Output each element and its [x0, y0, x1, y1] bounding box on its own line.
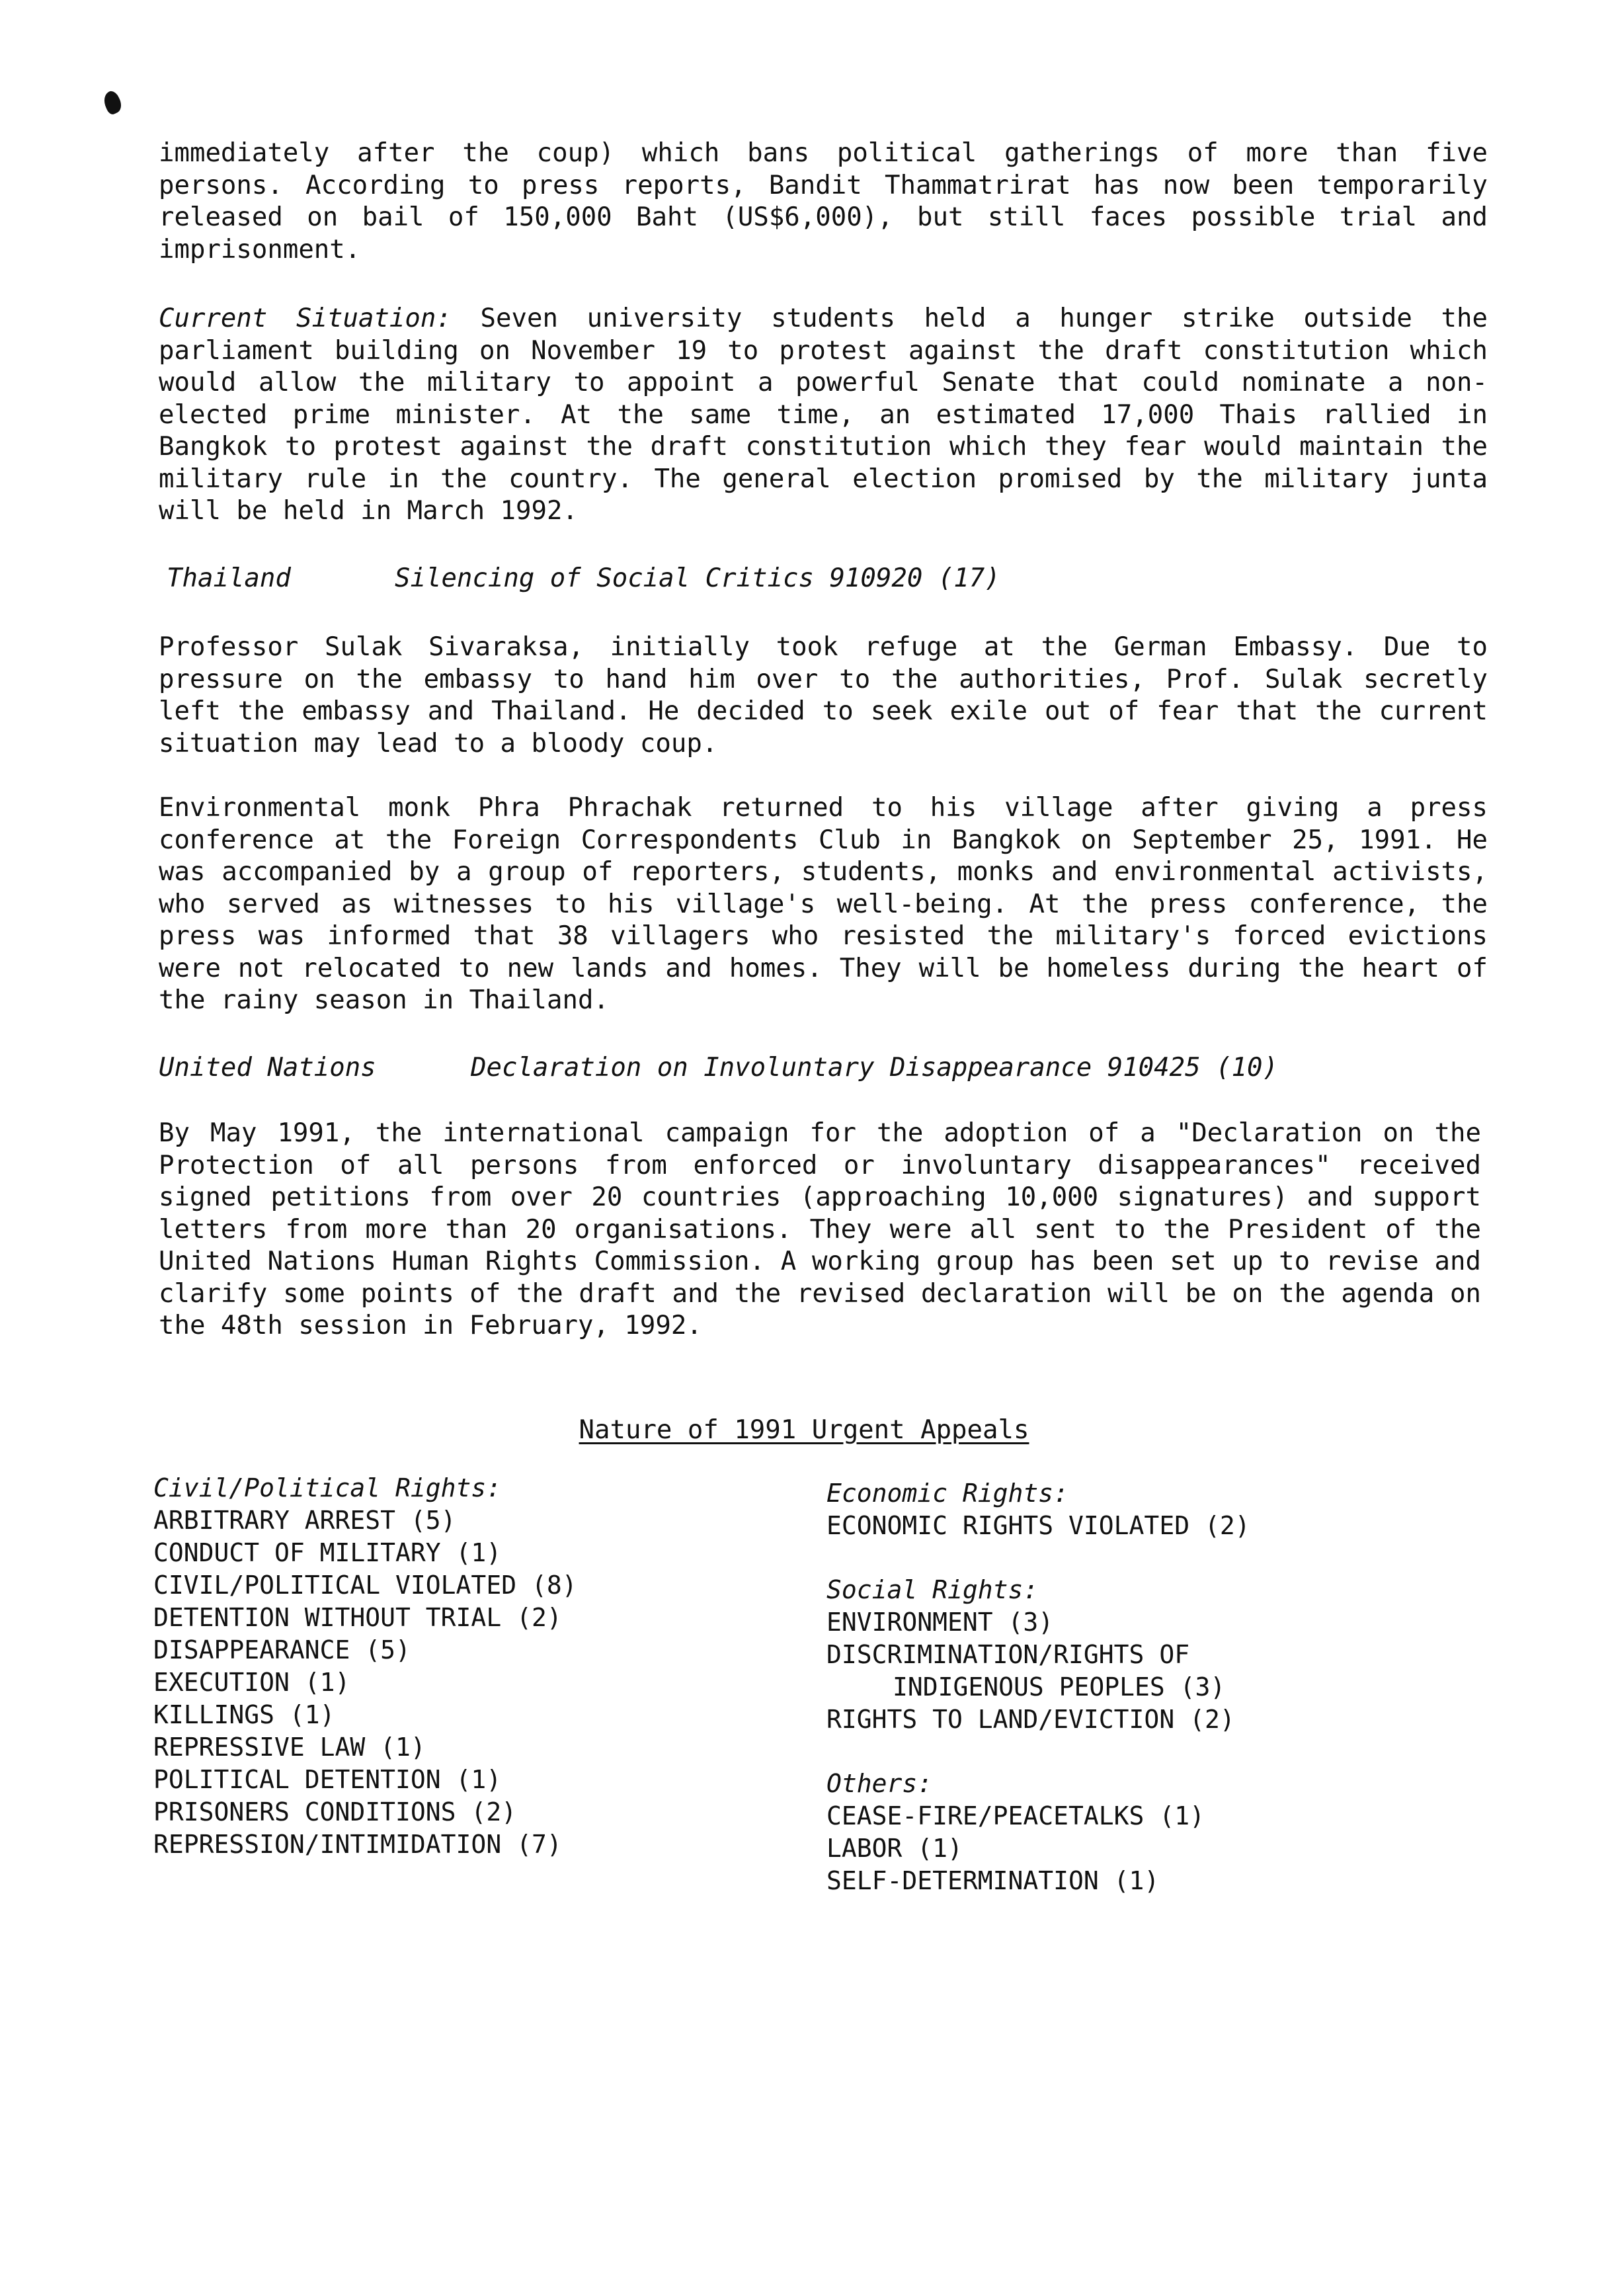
category-economic: Economic Rights: — [826, 1479, 1069, 1508]
list-item: REPRESSION/INTIMIDATION (7) — [153, 1830, 562, 1859]
current-situation-label: Current Situation: — [159, 304, 452, 333]
case-heading-thailand — [167, 562, 1000, 595]
category-others: Others: — [826, 1769, 933, 1798]
paragraph-text: Environmental monk Phra Phrachak returned to his village after giving a press conference at the Foreign Correspondents Club in Bangkok on September 25, 1991. He was accompanied by a group of reporters, students, monks and environmental activists, who served as witnesses to his village's well-being. At the press conference, the press was informed that 38 villagers who resisted the military's forced evictions were not relocated to new lands and homes. They will be homeless during the heart of the rainy season in Thailand. — [159, 793, 1488, 1015]
list-item: SELF-DETERMINATION (1) — [826, 1866, 1160, 1895]
left-column — [153, 1472, 577, 1861]
paragraph-text: immediately after the coup) which bans political gatherings of more than five persons. According to press reports, Bandit Thammatrirat has now been temporarily released on bail of 150,000 Baht (US$6,000), but still faces possible trial and imprisonment. — [159, 138, 1488, 265]
case-country: Thailand — [167, 563, 291, 593]
category-social: Social Rights: — [826, 1575, 1039, 1604]
list-item: CIVIL/POLITICAL VIOLATED (8) — [153, 1571, 577, 1600]
list-item: LABOR (1) — [826, 1834, 963, 1863]
list-item: RIGHTS TO LAND/EVICTION (2) — [826, 1705, 1235, 1734]
appeals-title: Nature of 1991 Urgent Appeals — [579, 1415, 1029, 1445]
paragraph-declaration — [159, 1118, 1481, 1342]
list-item: DISCRIMINATION/RIGHTS OF — [826, 1640, 1190, 1669]
list-item: REPRESSIVE LAW (1) — [153, 1733, 426, 1762]
case-heading-united-nations — [159, 1051, 1278, 1085]
paragraph-text: Professor Sulak Sivaraksa, initially took refuge at the German Embassy. Due to pressure on the embassy to hand him over to the authorities, Prof. Sulak secretly left the embassy and Thailand. He decided to seek exile out of fear that the current situation may lead to a bloody coup. — [159, 632, 1488, 758]
list-item: CEASE-FIRE/PEACETALKS (1) — [826, 1801, 1205, 1830]
paragraph-text: By May 1991, the international campaign for the adoption of a "Declaration on the Protection of all persons from enforced or involuntary disappearances" received signed petitions from over 20 countries (approaching 10,000 signatures) and support letters from more than 20 organisations. They were all sent to the President of the United Nations Human Rights Commission. A working group has been set up to revise and clarify some points of the draft and the revised declaration will be on the agenda on the 48th session in February, 1992. — [159, 1118, 1481, 1340]
list-item: PRISONERS CONDITIONS (2) — [153, 1797, 517, 1826]
list-item: KILLINGS (1) — [153, 1700, 335, 1729]
list-item: INDIGENOUS PEOPLES (3) — [893, 1672, 1226, 1702]
case-title: Declaration on Involuntary Disappearance 910425 (10) — [471, 1053, 1278, 1083]
list-item: POLITICAL DETENTION (1) — [153, 1765, 502, 1794]
ink-mark — [100, 89, 124, 116]
list-item: ARBITRARY ARREST (5) — [153, 1506, 456, 1535]
list-item: CONDUCT OF MILITARY (1) — [153, 1538, 502, 1567]
paragraph-bail — [159, 138, 1488, 266]
case-title: Silencing of Social Critics 910920 (17) — [395, 563, 1000, 593]
list-item: DETENTION WITHOUT TRIAL (2) — [153, 1603, 562, 1632]
case-country: United Nations — [159, 1053, 376, 1083]
list-item: ECONOMIC RIGHTS VIOLATED (2) — [826, 1511, 1250, 1540]
paragraph-current-situation — [159, 303, 1488, 528]
paragraph-text: Seven university students held a hunger strike outside the parliament building on November 19 to protest against the draft constitution which would allow the military to appoint a powerful Senate that could nominate a non-elected prime minister. At the same time, an estimated 17,000 Thais rallied in Bangkok to protest against the draft constitution which they fear would maintain the military rule in the country. The general election promised by the military junta will be held in March 1992. — [159, 304, 1488, 526]
list-item: ENVIRONMENT (3) — [826, 1608, 1054, 1637]
list-item: DISAPPEARANCE (5) — [153, 1635, 411, 1664]
list-item: EXECUTION (1) — [153, 1668, 350, 1697]
category-civil-political: Civil/Political Rights: — [153, 1473, 502, 1502]
paragraph-phra-phrachak — [159, 792, 1488, 1017]
right-column — [826, 1477, 1250, 1897]
paragraph-sulak — [159, 632, 1488, 760]
